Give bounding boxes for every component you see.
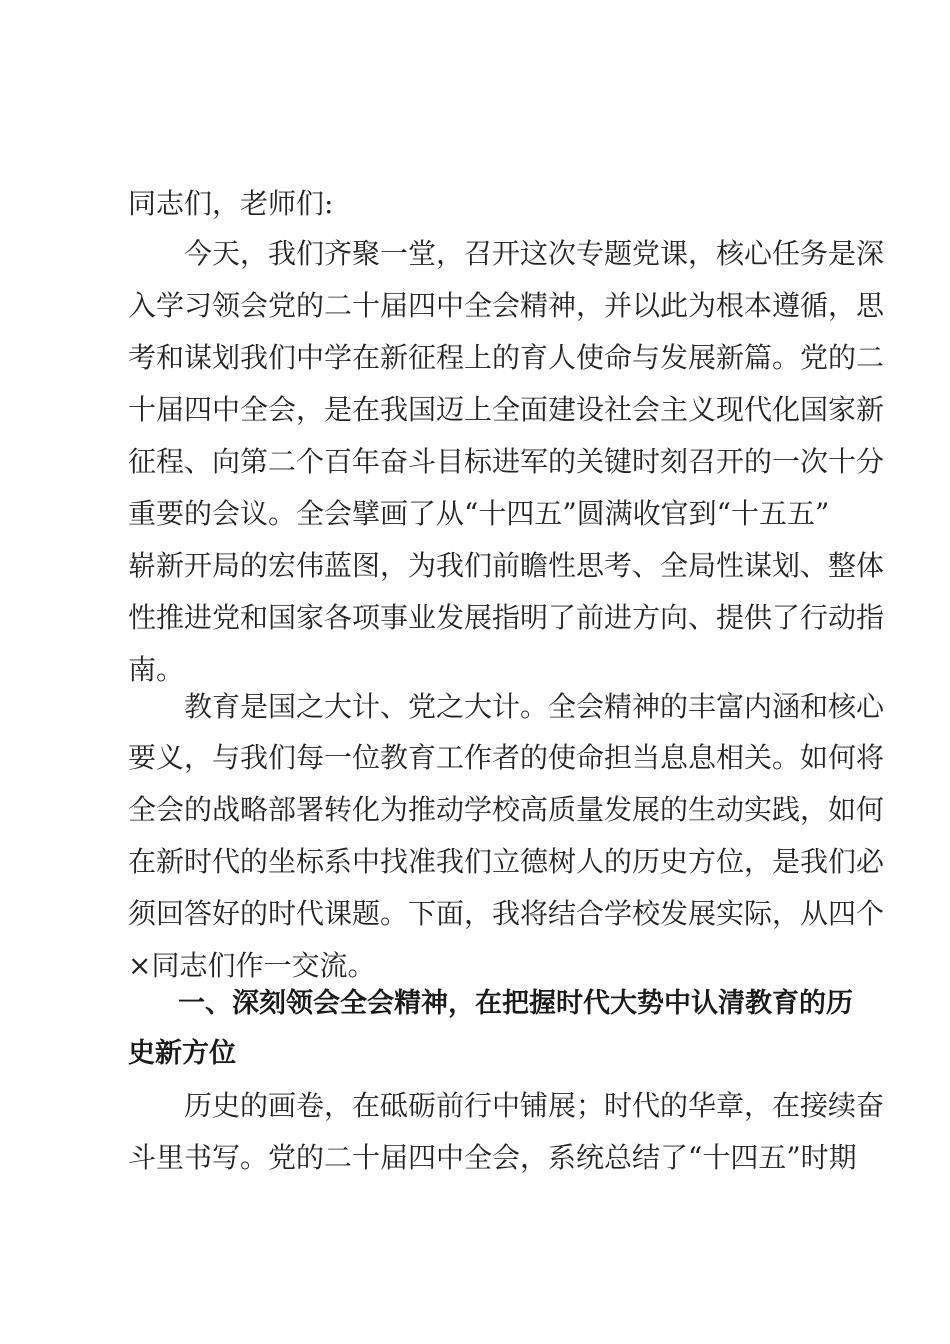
paragraph-line: 要义，与我们每一位教育工作者的使命担当息息相关。如何将: [128, 741, 885, 774]
greeting-line: 同志们，老师们:: [128, 187, 334, 220]
paragraph-line: 十届四中全会，是在我国迈上全面建设社会主义现代化国家新: [128, 393, 885, 426]
paragraph-line: 斗里书写。党的二十届四中全会，系统总结了“十四五”时期: [128, 1141, 857, 1174]
paragraph-line: 在新时代的坐标系中找准我们立德树人的历史方位，是我们必: [128, 845, 885, 878]
paragraph-line: 全会的战略部署转化为推动学校高质量发展的生动实践，如何: [128, 793, 885, 826]
paragraph-line: 须回答好的时代课题。下面，我将结合学校发展实际，从四个: [128, 897, 885, 930]
paragraph-line: 入学习领会党的二十届四中全会精神，并以此为根本遵循，思: [128, 289, 885, 322]
section-heading-line: 一、深刻领会全会精神，在把握时代大势中认清教育的历: [178, 988, 853, 1019]
section-heading-line: 史新方位: [128, 1038, 236, 1069]
paragraph-line: 征程、向第二个百年奋斗目标进军的关键时刻召开的一次十分: [128, 445, 885, 478]
paragraph-line: 历史的画卷，在砥砺前行中铺展；时代的华章，在接续奋: [184, 1089, 885, 1122]
paragraph-line: 今天，我们齐聚一堂，召开这次专题党课，核心任务是深: [184, 237, 885, 270]
paragraph-line: 教育是国之大计、党之大计。全会精神的丰富内涵和核心: [184, 690, 885, 723]
paragraph-line: 性推进党和国家各项事业发展指明了前进方向、提供了行动指: [128, 601, 885, 634]
paragraph-line: 考和谋划我们中学在新征程上的育人使命与发展新篇。党的二: [128, 341, 885, 374]
paragraph-line: 崭新开局的宏伟蓝图，为我们前瞻性思考、全局性谋划、整体: [128, 549, 885, 582]
paragraph-line: 南。: [128, 653, 185, 686]
paragraph-line: 重要的会议。全会擘画了从“十四五”圆满收官到“十五五”: [128, 497, 830, 530]
paragraph-line: ×同志们作一交流。: [128, 949, 376, 982]
